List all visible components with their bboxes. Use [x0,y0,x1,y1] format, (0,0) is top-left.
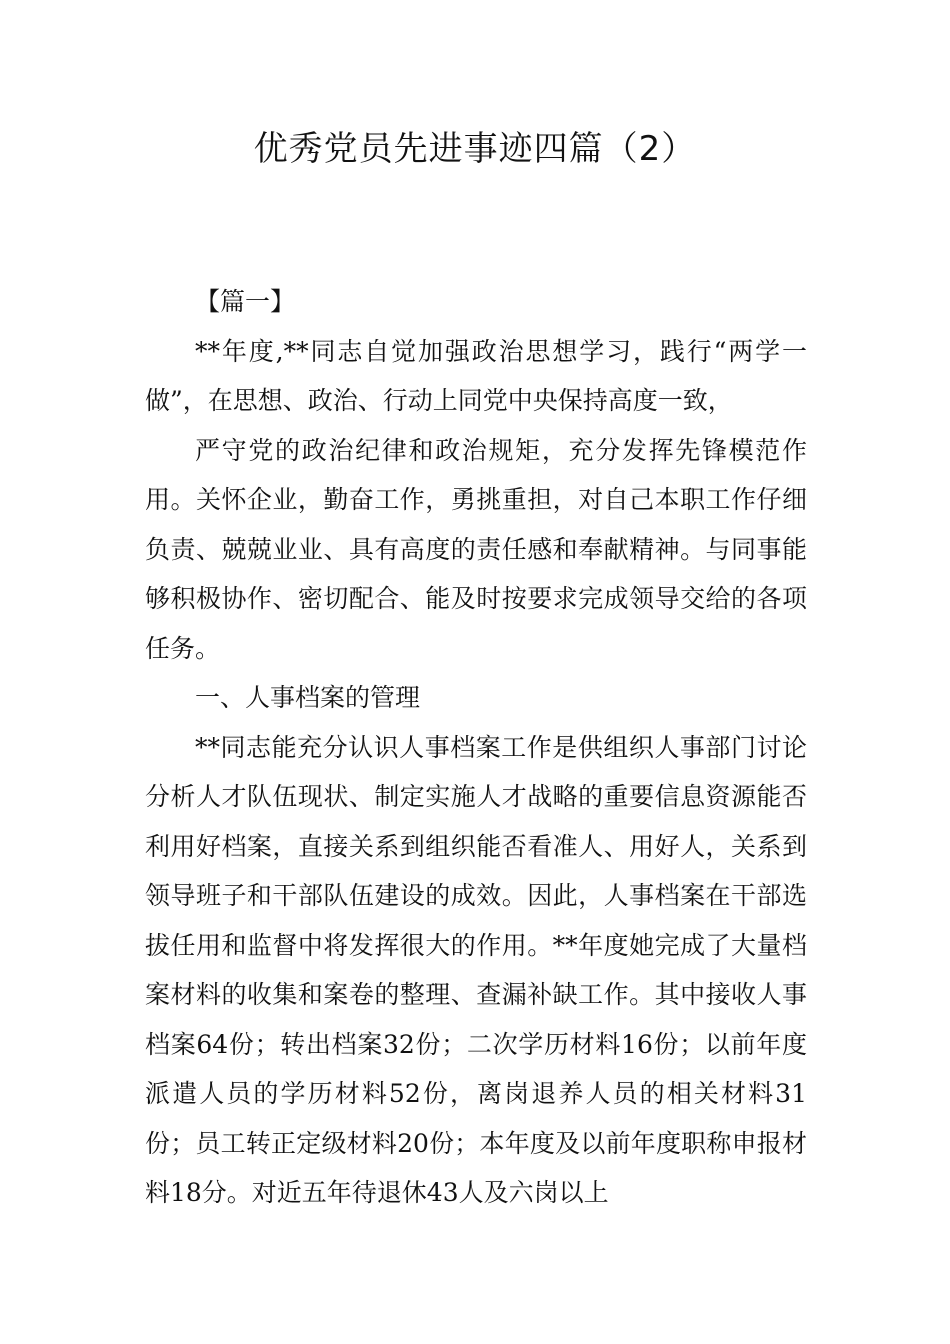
document-title: 优秀党员先进事迹四篇（2） [253,129,697,169]
subheading-personnel-archives: 一、人事档案的管理 [195,683,421,712]
paragraph-2: 严守党的政治纪律和政治规矩，充分发挥先锋模范作用。关怀企业，勤奋工作，勇挑重担，对自己本职工作仔细负责、兢兢业业、具有高度的责任感和奉献精神。与同事能够积极协作、密切配合、能及时按要求完成领导交给的各项任务。 [145,435,807,663]
paragraph-1: **年度,**同志自觉加强政治思想学习，践行“两学一做”，在思想、政治、行动上同党中央保持高度一致， [145,336,807,415]
paragraph-3: **同志能充分认识人事档案工作是供组织人事部门讨论分析人才队伍现状、制定实施人才战略的重要信息资源能否利用好档案，直接关系到组织能否看准人、用好人，关系到领导班子和干部队伍建设的成效。因此，人事档案在干部选拔任用和监督中将发挥很大的作用。**年度她完成了大量档案材料的收集和案卷的整理、查漏补缺工作。其中接收人事档案64份；转出档案32份；二次学历材料16份；以前年度派遣人员的学历材料52份，离岗退养人员的相关材料31份；员工转正定级材料20份；本年度及以前年度职称申报材料18分。对近五年待退休43人及六岗以上 [145,732,807,1207]
document-body [145,277,807,1218]
section-label: 【篇一】 [195,287,296,316]
